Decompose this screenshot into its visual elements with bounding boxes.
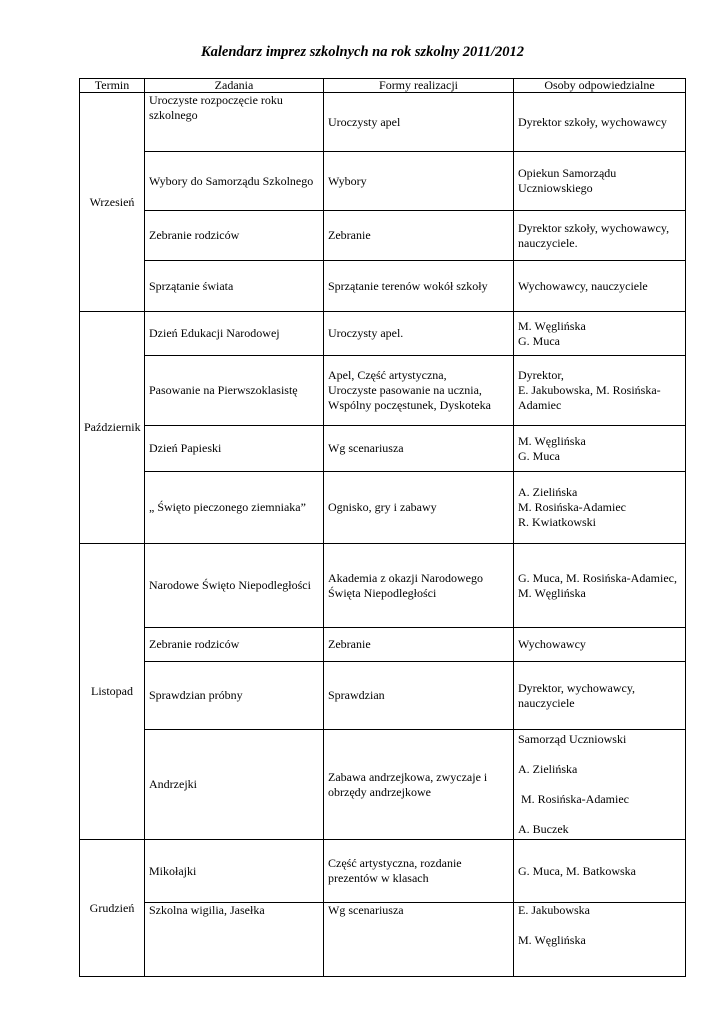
task-cell: Pasowanie na Pierwszoklasistę xyxy=(145,356,324,426)
month-cell-wrzesien: Wrzesień xyxy=(80,93,145,312)
task-cell: Sprawdzian próbny xyxy=(145,662,324,730)
table-row xyxy=(80,628,686,662)
table-row xyxy=(80,93,686,152)
people-cell: Dyrektor szkoły, wychowawcy xyxy=(514,93,686,152)
form-cell: Ognisko, gry i zabawy xyxy=(324,472,514,544)
people-cell xyxy=(514,730,686,840)
task-cell: Narodowe Święto Niepodległości xyxy=(145,544,324,628)
people-cell: Dyrektor szkoły, wychowawcy, nauczyciele. xyxy=(514,211,686,261)
task-cell: Wybory do Samorządu Szkolnego xyxy=(145,152,324,211)
people-cell: M. Węglińska G. Muca xyxy=(514,426,686,472)
form-cell: Wg scenariusza xyxy=(324,426,514,472)
people-cell: Dyrektor, E. Jakubowska, M. Rosińska- Adamiec xyxy=(514,356,686,426)
people-cell: G. Muca, M. Rosińska-Adamiec, M. Węglińska xyxy=(514,544,686,628)
person-name: A. Buczek xyxy=(518,822,569,836)
page-title: Kalendarz imprez szkolnych na rok szkolny 2011/2012 xyxy=(200,44,525,60)
form-cell: Uroczysty apel. xyxy=(324,312,514,356)
person-name: Samorząd Uczniowski xyxy=(518,732,627,746)
table-row xyxy=(80,152,686,211)
table-row xyxy=(80,261,686,312)
task-cell: Andrzejki xyxy=(145,730,324,840)
person-name: M. Węglińska xyxy=(518,933,586,947)
form-cell: Zebranie xyxy=(324,211,514,261)
table-row xyxy=(80,730,686,840)
form-cell: Wybory xyxy=(324,152,514,211)
form-cell: Część artystyczna, rozdanie prezentów w klasach xyxy=(324,840,514,903)
table-row xyxy=(80,356,686,426)
table-row xyxy=(80,211,686,261)
people-cell: Opiekun Samorządu Uczniowskiego xyxy=(514,152,686,211)
people-cell xyxy=(514,903,686,977)
task-cell: Dzień Papieski xyxy=(145,426,324,472)
task-cell: Sprzątanie świata xyxy=(145,261,324,312)
month-cell-pazdziernik: Październik xyxy=(80,312,145,544)
person-name: A. Zielińska xyxy=(518,762,578,776)
form-cell: Sprawdzian xyxy=(324,662,514,730)
table-row xyxy=(80,426,686,472)
table-header-row xyxy=(80,79,686,93)
person-name: E. Jakubowska xyxy=(518,903,590,917)
table-row xyxy=(80,472,686,544)
people-cell: G. Muca, M. Batkowska xyxy=(514,840,686,903)
people-cell: Wychowawcy xyxy=(514,628,686,662)
table-row xyxy=(80,544,686,628)
task-cell: Uroczyste rozpoczęcie roku szkolnego xyxy=(145,93,324,152)
form-cell: Sprzątanie terenów wokół szkoły xyxy=(324,261,514,312)
table-row xyxy=(80,312,686,356)
form-cell: Uroczysty apel xyxy=(324,93,514,152)
form-cell: Apel, Część artystyczna, Uroczyste pasowanie na ucznia, Wspólny poczęstunek, Dyskoteka xyxy=(324,356,514,426)
header-formy-realizacji: Formy realizacji xyxy=(324,79,514,93)
task-cell: Szkolna wigilia, Jasełka xyxy=(145,903,324,977)
people-cell: Wychowawcy, nauczyciele xyxy=(514,261,686,312)
header-zadania: Zadania xyxy=(145,79,324,93)
task-cell: „ Święto pieczonego ziemniaka” xyxy=(145,472,324,544)
month-cell-grudzien: Grudzień xyxy=(80,840,145,977)
table-row xyxy=(80,662,686,730)
task-cell: Zebranie rodziców xyxy=(145,211,324,261)
task-cell: Dzień Edukacji Narodowej xyxy=(145,312,324,356)
task-cell: Mikołajki xyxy=(145,840,324,903)
people-cell: M. Węglińska G. Muca xyxy=(514,312,686,356)
task-cell: Zebranie rodziców xyxy=(145,628,324,662)
table-row xyxy=(80,840,686,903)
form-cell: Zabawa andrzejkowa, zwyczaje i obrzędy andrzejkowe xyxy=(324,730,514,840)
month-cell-listopad: Listopad xyxy=(80,544,145,840)
form-cell: Akademia z okazji Narodowego Święta Niepodległości xyxy=(324,544,514,628)
person-name: M. Rosińska-Adamiec xyxy=(518,792,629,806)
header-osoby-odpowiedzialne: Osoby odpowiedzialne xyxy=(514,79,686,93)
people-cell: A. Zielińska M. Rosińska-Adamiec R. Kwiatkowski xyxy=(514,472,686,544)
form-cell: Wg scenariusza xyxy=(324,903,514,977)
events-calendar-table xyxy=(79,78,686,977)
header-termin: Termin xyxy=(80,79,145,93)
people-cell: Dyrektor, wychowawcy, nauczyciele xyxy=(514,662,686,730)
table-row xyxy=(80,903,686,977)
form-cell: Zebranie xyxy=(324,628,514,662)
